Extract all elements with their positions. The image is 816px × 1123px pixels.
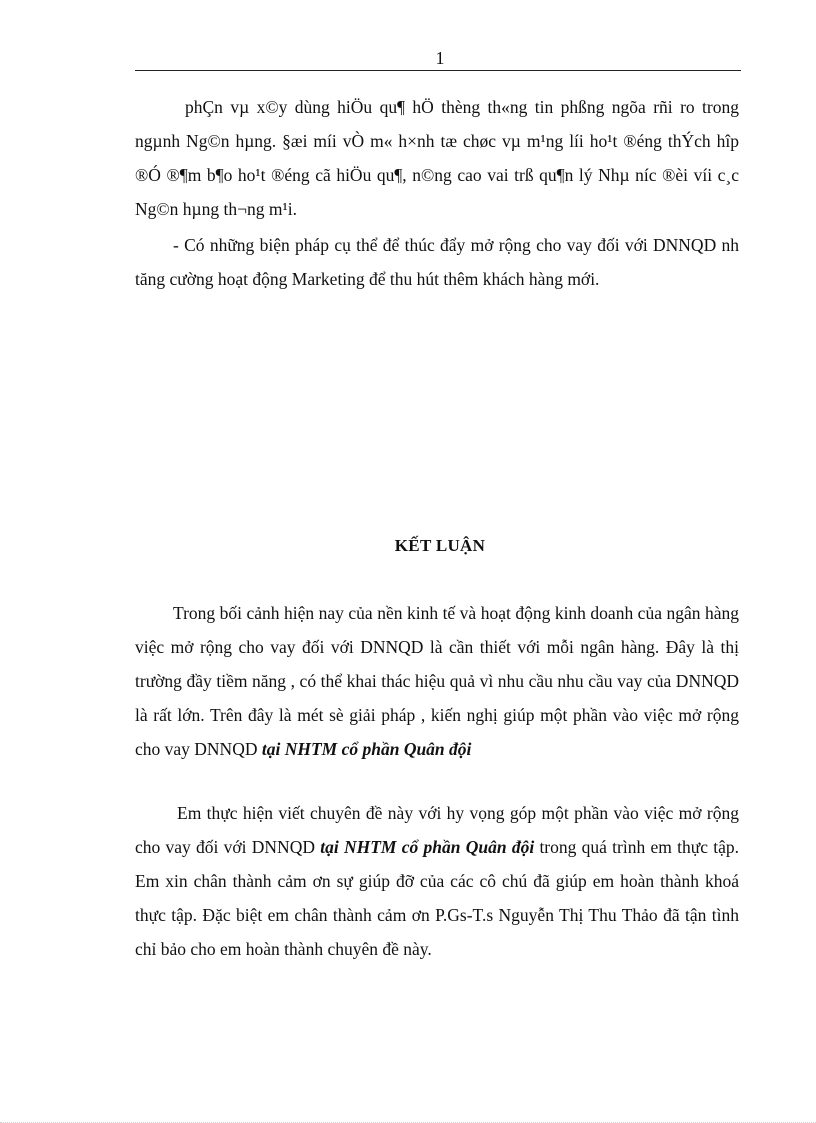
section-heading: KẾT LUẬN	[394, 536, 486, 555]
paragraph-text: phÇn vµ x©y dùng hiÖu qu¶ hÖ thèng th«ng tin phßng ngõa rñi ro trong ngµnh Ng©n hµng. §æi míi vÒ m« h×nh tæ chøc vµ m¹ng líi ho¹t ®éng thÝch hîp ®Ó ®¶m b¶o ho¹t ®éng cã hiÖu qu¶, n©ng cao vai trß qu¶n lý Nhµ níc ®èi víi c¸c Ng©n hµng th¬ng m¹i.	[135, 97, 739, 219]
paragraph-text: Trong bối cảnh hiện nay của nền kinh tế và hoạt động kinh doanh của ngân hàng việc mở rộng cho vay đối với DNNQD là cần thiết với mỗi ngân hàng. Đây là thị trường đầy tiềm năng , có thể khai thác hiệu quả vì nhu cầu nhu cầu vay của DNNQD là rất lớn. Trên đây là mét sè giải pháp , kiến nghị giúp một phần vào việc mở rộng cho vay DNNQD	[135, 603, 739, 759]
header-rule	[135, 70, 741, 71]
page-number: 1	[435, 48, 445, 68]
paragraph-conclusion-1	[135, 596, 739, 766]
paragraph-text: Em thực hiện viết chuyên đề này với hy vọng góp một phần vào việc mở rộng cho vay đối với DNNQD	[135, 803, 739, 857]
paragraph-bullet	[135, 228, 739, 296]
paragraph-continuation	[135, 90, 739, 226]
emphasis-text: tại NHTM cổ phần Quân đội	[261, 739, 472, 759]
paragraph-text: trong quá trình em thực tập. Em xin chân thành cảm ơn sự giúp đỡ của các cô chú đã giúp em hoàn thành khoá thực tập. Đặc biệt em chân thành cảm ơn P.Gs-T.s Nguyễn Thị Thu Thảo đã tận tình chỉ bảo cho em hoàn thành chuyên đề này.	[135, 837, 739, 959]
emphasis-text: tại NHTM cổ phần Quân đội	[320, 837, 535, 857]
paragraph-conclusion-2	[135, 796, 739, 966]
paragraph-text: - Có những biện pháp cụ thể để thúc đẩy mở rộng cho vay đối với DNNQD nh tăng cường hoạt động Marketing để thu hút thêm khách hàng mới.	[135, 235, 739, 289]
